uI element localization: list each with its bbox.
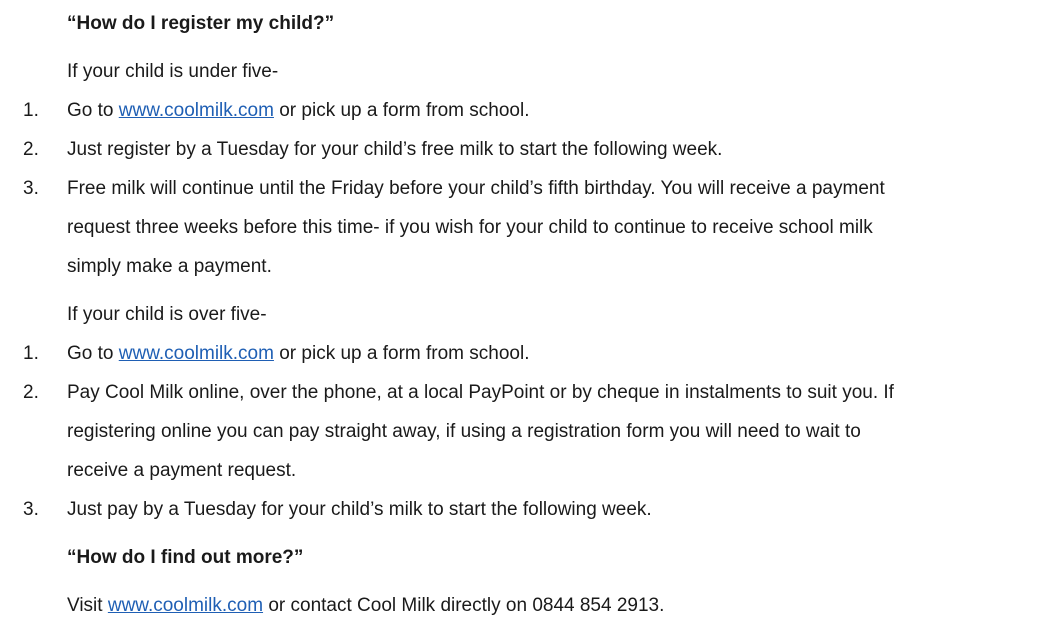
text-line: Just pay by a Tuesday for your child’s milk to start the following week. — [67, 499, 652, 520]
list-number: 3. — [23, 178, 39, 199]
text-pick-up-form: or pick up a form from school. — [273, 343, 530, 364]
text-line: Just register by a Tuesday for your child’s free milk to start the following week. — [67, 139, 723, 160]
text-line: registering online you can pay straight away, if using a registration form you will need to wait to — [67, 421, 861, 442]
list-item-text — [67, 169, 1027, 286]
text-pick-up-form: or pick up a form from school. — [273, 100, 530, 121]
list-number: 1. — [23, 343, 39, 364]
list-item-text — [67, 91, 1027, 130]
heading-register: “How do I register my child?” — [67, 13, 335, 34]
text-line: simply make a payment. — [67, 256, 272, 277]
coolmilk-link[interactable]: www.coolmilk.com — [107, 595, 264, 616]
text-go-to: Go to — [67, 343, 119, 364]
text-line: receive a payment request. — [67, 460, 297, 481]
list-number: 1. — [23, 100, 39, 121]
intro-under-five: If your child is under five- — [67, 61, 279, 82]
list-item-text — [67, 130, 1027, 169]
text-line: Free milk will continue until the Friday before your child’s fifth birthday. You will receive a payment — [67, 178, 885, 199]
list-number: 2. — [23, 382, 39, 403]
text-visit: Visit — [67, 595, 108, 616]
list-item-text — [67, 373, 1027, 490]
contact-paragraph — [67, 594, 664, 618]
coolmilk-link[interactable]: www.coolmilk.com — [118, 343, 274, 364]
list-number: 3. — [23, 499, 39, 520]
list-item-text — [67, 334, 1027, 373]
text-line: request three weeks before this time- if you wish for your child to continue to receive school milk — [67, 217, 873, 238]
heading-find-out-more: “How do I find out more?” — [67, 547, 304, 568]
text-go-to: Go to — [67, 100, 119, 121]
coolmilk-link[interactable]: www.coolmilk.com — [118, 100, 274, 121]
text-contact: or contact Cool Milk directly on 0844 854 2913. — [263, 595, 665, 616]
list-item-text — [67, 490, 1027, 529]
intro-over-five: If your child is over five- — [67, 304, 267, 325]
text-line: Pay Cool Milk online, over the phone, at a local PayPoint or by cheque in instalments to suit you. If — [67, 382, 894, 403]
list-number: 2. — [23, 139, 39, 160]
